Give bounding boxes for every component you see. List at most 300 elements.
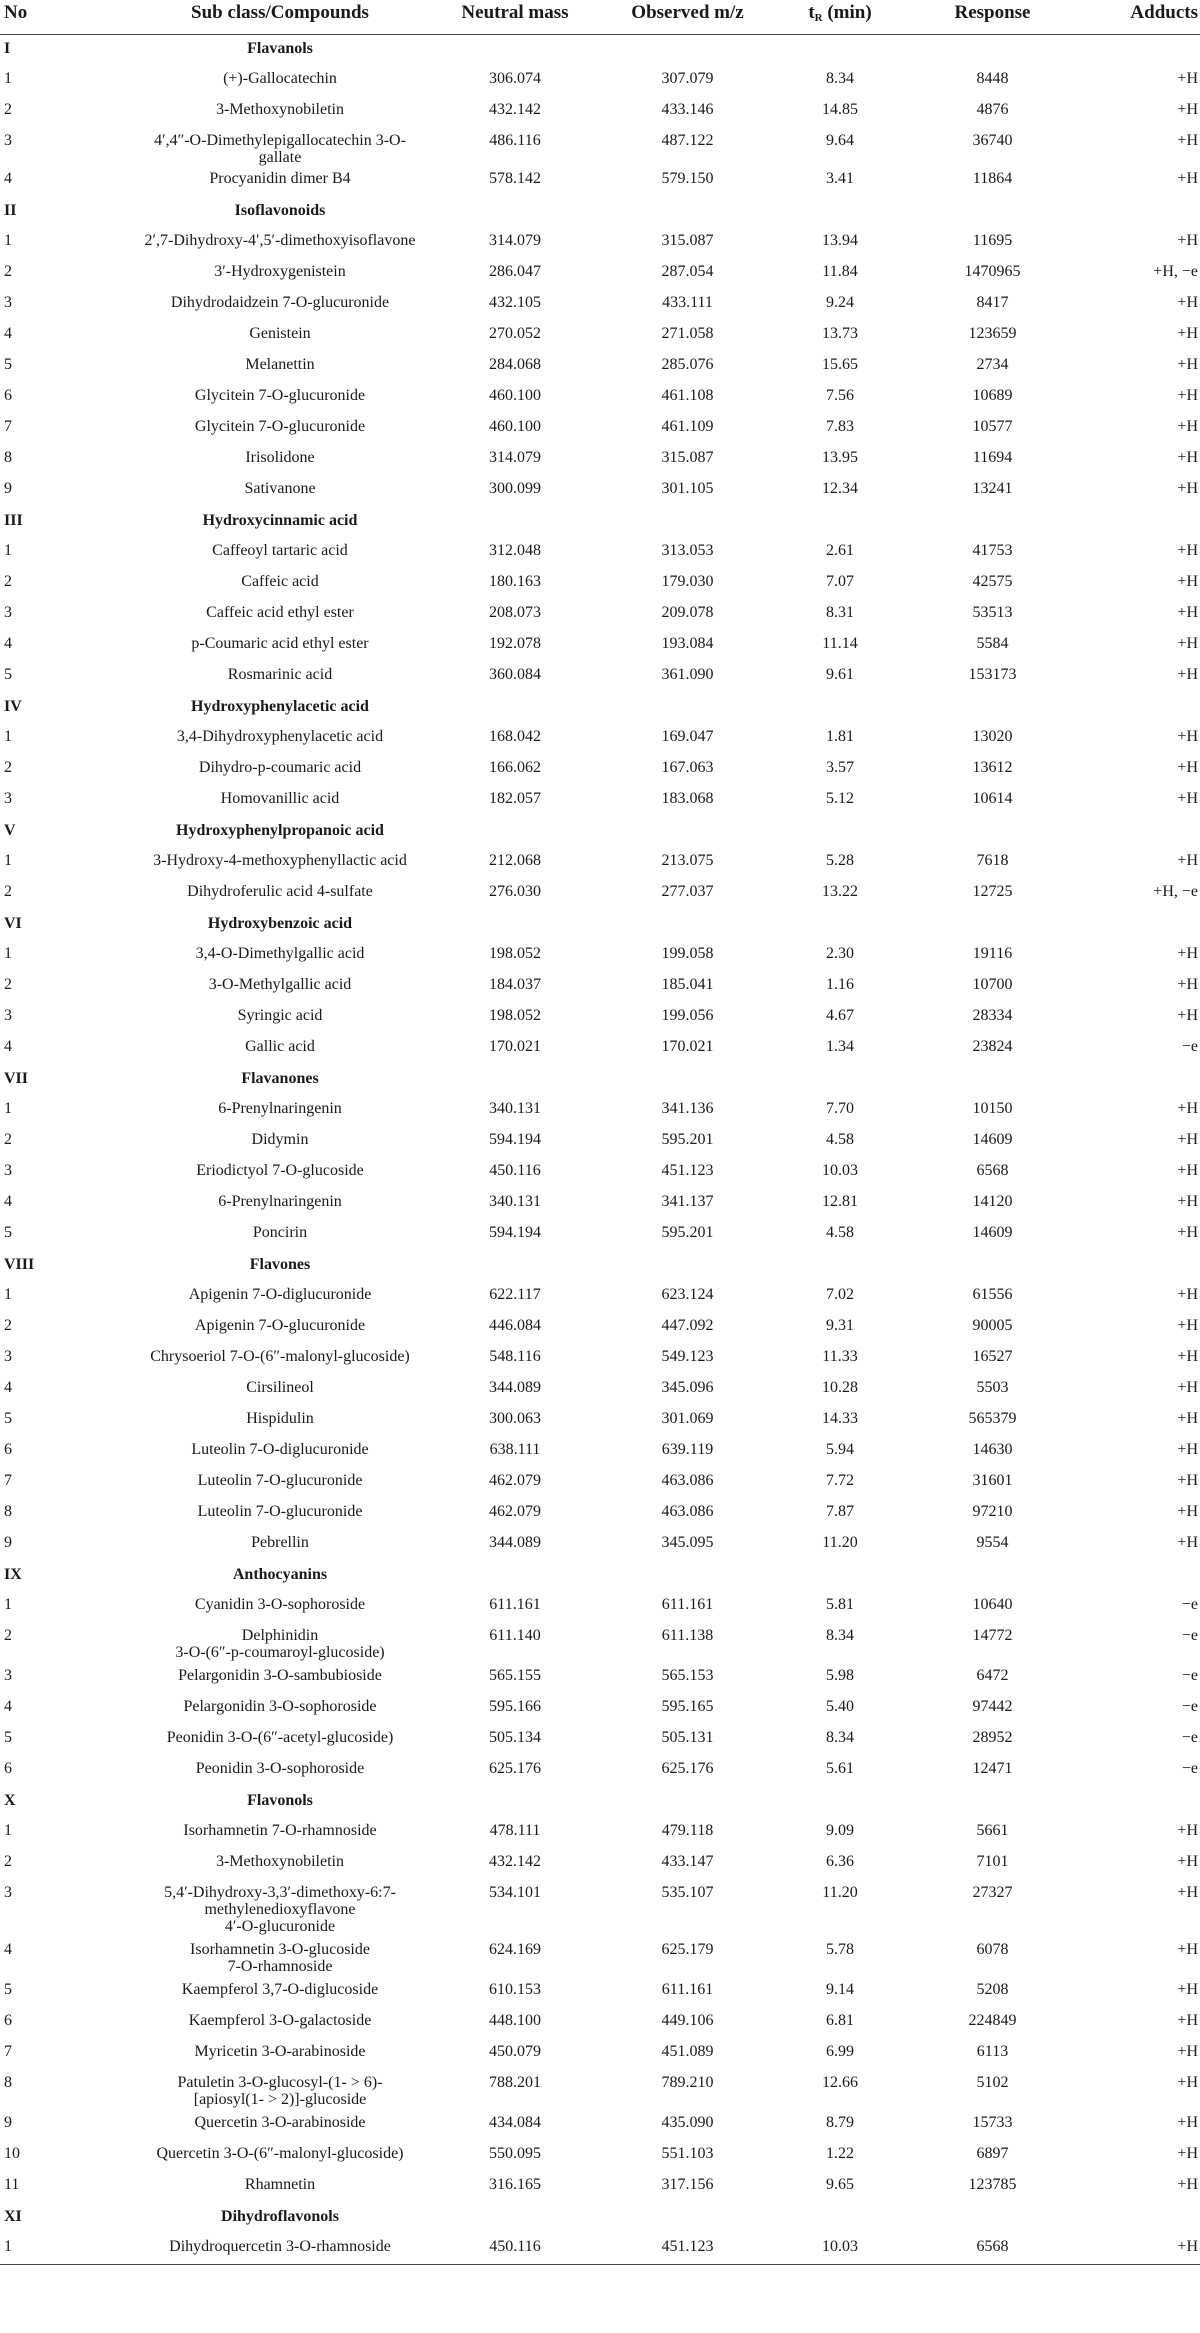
neutral-mass: 182.057: [489, 789, 541, 807]
response: 90005: [972, 1316, 1013, 1334]
table-row: [0, 600, 1200, 631]
adducts: +H: [1177, 100, 1198, 118]
retention-time: 9.64: [826, 131, 854, 149]
observed-mz: 345.096: [661, 1378, 714, 1396]
adducts: −e: [1181, 1666, 1198, 1684]
retention-time: 2.30: [826, 944, 854, 962]
row-number: 3: [4, 293, 12, 311]
neutral-mass: 212.068: [489, 851, 541, 869]
neutral-mass: 611.161: [489, 1595, 541, 1613]
row-number: 1: [4, 727, 12, 745]
retention-time: 9.14: [826, 1980, 854, 1998]
response: 11864: [972, 169, 1013, 187]
adducts: +H: [1177, 1409, 1198, 1427]
compound-name: Dihydroferulic acid 4-sulfate: [187, 882, 373, 900]
row-number: 8: [4, 1502, 12, 1520]
table-row: [0, 1220, 1200, 1251]
neutral-mass: 450.079: [489, 2042, 541, 2060]
table-row: [0, 1375, 1200, 1406]
response: 8417: [976, 293, 1009, 311]
neutral-mass: 192.078: [489, 634, 541, 652]
subclass-name: Anthocyanins: [232, 1565, 328, 1583]
table-row: [0, 569, 1200, 600]
compound-name: 3-Hydroxy-4-methoxyphenyllactic acid: [153, 851, 407, 869]
subclass-name: Flavanols: [247, 40, 313, 57]
observed-mz: 170.021: [661, 1037, 714, 1055]
row-number: 8: [4, 2073, 12, 2091]
row-number: 4: [4, 1037, 12, 1055]
retention-time: 5.12: [826, 789, 854, 807]
table-row: [0, 1725, 1200, 1756]
response: 13241: [972, 479, 1013, 497]
neutral-mass: 625.176: [489, 1759, 541, 1777]
adducts: +H: [1177, 324, 1198, 342]
subclass-numeral: VI: [4, 914, 22, 932]
neutral-mass: 166.062: [489, 758, 541, 776]
compound-name: Luteolin 7-O-glucuronide: [197, 1471, 363, 1489]
neutral-mass: 270.052: [489, 324, 541, 342]
retention-time: 13.95: [822, 448, 858, 466]
response: 61556: [972, 1285, 1013, 1303]
row-number: 3: [4, 1161, 12, 1179]
response: 28952: [972, 1728, 1013, 1746]
subclass-numeral: V: [4, 821, 16, 839]
response: 5661: [976, 1821, 1009, 1839]
table-row: [0, 1592, 1200, 1623]
row-number: 1: [4, 851, 12, 869]
response: 11695: [972, 231, 1013, 249]
observed-mz: 213.075: [661, 851, 714, 869]
retention-time: 7.56: [826, 386, 854, 404]
row-number: 3: [4, 131, 12, 149]
compound-name: 6-Prenylnaringenin: [218, 1099, 342, 1117]
compound-name: Genistein: [249, 324, 311, 342]
adducts: +H: [1177, 231, 1198, 249]
observed-mz: 183.068: [661, 789, 714, 807]
header-row: [0, 0, 1200, 35]
subclass-spacer: [430, 197, 1200, 228]
subclass-row: [0, 1065, 1200, 1096]
retention-time: 7.70: [826, 1099, 854, 1117]
table-row: [0, 1663, 1200, 1694]
table-row: [0, 724, 1200, 755]
row-number: 4: [4, 1697, 12, 1715]
adducts: +H: [1177, 417, 1198, 435]
retention-time: 8.34: [826, 1626, 854, 1644]
compound-name: Peonidin 3-O-(6″-acetyl-glucoside): [166, 1728, 394, 1746]
row-number: 7: [4, 417, 12, 435]
neutral-mass: 180.163: [489, 572, 541, 590]
observed-mz: 285.076: [661, 355, 714, 373]
row-number: 1: [4, 231, 12, 249]
compound-name: Eriodictyol 7-O-glucoside: [196, 1161, 364, 1179]
compound-name: Chrysoeriol 7-O-(6″-malonyl-glucoside): [150, 1347, 410, 1365]
observed-mz: 169.047: [661, 727, 714, 745]
neutral-mass: 432.105: [489, 293, 541, 311]
adducts: +H: [1177, 1285, 1198, 1303]
observed-mz: 451.123: [661, 1161, 714, 1179]
table-row: [0, 1344, 1200, 1375]
adducts: +H: [1177, 69, 1198, 87]
row-number: 8: [4, 448, 12, 466]
retention-time: 10.03: [822, 1161, 858, 1179]
response: 14772: [972, 1626, 1013, 1644]
subclass-row: [0, 817, 1200, 848]
response: 19116: [972, 944, 1013, 962]
retention-time: 1.81: [826, 727, 854, 745]
observed-mz: 433.111: [662, 293, 713, 311]
retention-time: 13.94: [822, 231, 858, 249]
response: 5584: [976, 634, 1009, 652]
response: 123659: [968, 324, 1017, 342]
retention-time: 5.40: [826, 1697, 854, 1715]
response: 5102: [976, 2073, 1009, 2091]
subclass-numeral: IX: [4, 1565, 22, 1583]
response: 10577: [972, 417, 1013, 435]
compound-name: Kaempferol 3-O-galactoside: [188, 2011, 372, 2029]
response: 31601: [972, 1471, 1013, 1489]
retention-time: 6.81: [826, 2011, 854, 2029]
subclass-numeral: VII: [4, 1069, 29, 1087]
compound-name: 2′,7-Dihydroxy-4′,5′-dimethoxyisoflavone: [144, 231, 416, 249]
compound-name: Glycitein 7-O-glucuronide: [194, 417, 366, 435]
subclass-spacer: [430, 1561, 1200, 1592]
observed-mz: 551.103: [661, 2144, 714, 2162]
observed-mz: 185.041: [661, 975, 714, 993]
subclass-spacer: [430, 507, 1200, 538]
retention-time: 6.99: [826, 2042, 854, 2060]
retention-time: 10.03: [775, 2234, 905, 2265]
response: 565379: [968, 1409, 1017, 1427]
compound-name: Isorhamnetin 3-O-glucoside 7-O-rhamnoside: [190, 1940, 370, 1975]
compound-name: 3,4-O-Dimethylgallic acid: [195, 944, 365, 962]
adducts: +H: [1177, 2144, 1198, 2162]
compound-name: Isorhamnetin 7-O-rhamnoside: [183, 1821, 377, 1839]
compound-name: 6-Prenylnaringenin: [218, 1192, 342, 1210]
table-row: [0, 1158, 1200, 1189]
neutral-mass: 306.074: [489, 69, 541, 87]
adducts: +H: [1177, 479, 1198, 497]
subclass-spacer: [430, 1065, 1200, 1096]
retention-time: 7.72: [826, 1471, 854, 1489]
neutral-mass: 478.111: [489, 1821, 541, 1839]
observed-mz: 505.131: [661, 1728, 714, 1746]
retention-time: 2.61: [826, 541, 854, 559]
header-neutral-mass: Neutral mass: [430, 0, 600, 35]
table-row: [0, 128, 1200, 166]
adducts: +H: [1177, 851, 1198, 869]
table-row: [0, 1937, 1200, 1977]
table-row: [0, 1818, 1200, 1849]
adducts: +H: [1177, 1192, 1198, 1210]
row-number: 2: [4, 975, 12, 993]
adducts: +H: [1177, 1099, 1198, 1117]
adducts: +H: [1177, 541, 1198, 559]
compound-name: Cirsilineol: [246, 1378, 314, 1396]
header-response: Response: [905, 0, 1080, 35]
subclass-numeral: IV: [4, 697, 22, 715]
response: 53513: [972, 603, 1013, 621]
neutral-mass: 344.089: [489, 1533, 541, 1551]
retention-time: 7.07: [826, 572, 854, 590]
row-number: 7: [4, 2042, 12, 2060]
adducts: +H: [1177, 944, 1198, 962]
subclass-row: [0, 693, 1200, 724]
subclass-spacer: [430, 35, 1200, 66]
compound-name: Caffeic acid: [241, 572, 319, 590]
table-row: [0, 848, 1200, 879]
retention-time: 7.87: [826, 1502, 854, 1520]
adducts: +H: [1177, 1440, 1198, 1458]
retention-time: 11.14: [822, 634, 858, 652]
retention-time: 6.36: [826, 1852, 854, 1870]
adducts: +H: [1177, 1006, 1198, 1024]
compound-name: 3-Methoxynobiletin: [216, 100, 344, 118]
row-number: 2: [4, 262, 12, 280]
observed-mz: 315.087: [661, 448, 714, 466]
row-number: 2: [4, 1852, 12, 1870]
response: 153173: [968, 665, 1017, 683]
neutral-mass: 594.194: [489, 1223, 541, 1241]
adducts: +H: [1177, 2042, 1198, 2060]
compound-name: Melanettin: [245, 355, 315, 373]
subclass-numeral: XI: [4, 2207, 22, 2225]
compound-name: Sativanone: [244, 479, 316, 497]
subclass-name: Flavones: [249, 1255, 311, 1273]
neutral-mass: 448.100: [489, 2011, 541, 2029]
neutral-mass: 595.166: [489, 1697, 541, 1715]
response: 13612: [972, 758, 1013, 776]
neutral-mass: 548.116: [489, 1347, 541, 1365]
neutral-mass: 446.084: [489, 1316, 541, 1334]
adducts: +H: [1177, 1533, 1198, 1551]
subclass-row: [0, 197, 1200, 228]
neutral-mass: 460.100: [489, 386, 541, 404]
table-row: [0, 1313, 1200, 1344]
adducts: +H: [1177, 1980, 1198, 1998]
table-row: [0, 1977, 1200, 2008]
compound-name: Apigenin 7-O-glucuronide: [194, 1316, 366, 1334]
compound-name: 3-O-Methylgallic acid: [208, 975, 352, 993]
retention-time: 11.33: [822, 1347, 858, 1365]
retention-time: 13.73: [822, 324, 858, 342]
compound-name: Syringic acid: [237, 1006, 323, 1024]
observed-mz: 301.105: [661, 479, 714, 497]
neutral-mass: 284.068: [489, 355, 541, 373]
table-row: [0, 414, 1200, 445]
response: 6472: [976, 1666, 1009, 1684]
neutral-mass: 340.131: [489, 1192, 541, 1210]
row-number: 2: [4, 572, 12, 590]
compound-name: Delphinidin 3-O-(6″-p-coumaroyl-glucoside): [175, 1626, 385, 1661]
retention-time: 7.83: [826, 417, 854, 435]
retention-time: 5.81: [826, 1595, 854, 1613]
response: 16527: [972, 1347, 1013, 1365]
adducts: +H: [1177, 1471, 1198, 1489]
retention-time: 14.33: [822, 1409, 858, 1427]
table-row: [0, 1189, 1200, 1220]
table-row: [0, 1694, 1200, 1725]
row-number: 3: [4, 789, 12, 807]
subclass-numeral: II: [4, 201, 17, 219]
response: 224849: [968, 2011, 1017, 2029]
observed-mz: 479.118: [661, 1821, 714, 1839]
compound-name: p-Coumaric acid ethyl ester: [191, 634, 369, 652]
compound-name: Irisolidone: [245, 448, 315, 466]
subclass-name: Hydroxybenzoic acid: [207, 914, 353, 932]
observed-mz: 193.084: [661, 634, 714, 652]
row-number: 3: [4, 1666, 12, 1684]
retention-time: 5.28: [826, 851, 854, 869]
response: 28334: [972, 1006, 1013, 1024]
neutral-mass: 611.140: [489, 1626, 541, 1644]
neutral-mass: 300.099: [489, 479, 541, 497]
adducts: +H: [1080, 2234, 1200, 2265]
row-number: 1: [4, 1285, 12, 1303]
adducts: −e: [1181, 1759, 1198, 1777]
adducts: +H: [1177, 1821, 1198, 1839]
neutral-mass: 316.165: [489, 2175, 541, 2193]
neutral-mass: 788.201: [489, 2073, 541, 2091]
subclass-spacer: [430, 693, 1200, 724]
row-number: 1: [4, 1821, 12, 1839]
neutral-mass: 170.021: [489, 1037, 541, 1055]
row-number: 3: [4, 1347, 12, 1365]
subclass-name: Hydroxycinnamic acid: [202, 511, 358, 529]
neutral-mass: 505.134: [489, 1728, 541, 1746]
row-number: 9: [4, 2113, 12, 2131]
observed-mz: 611.161: [661, 1980, 714, 1998]
row-number: 1: [4, 69, 12, 87]
neutral-mass: 578.142: [489, 169, 541, 187]
response: 14120: [972, 1192, 1013, 1210]
response: 6078: [976, 1940, 1009, 1958]
neutral-mass: 486.116: [489, 131, 541, 149]
table-row: [0, 1880, 1200, 1937]
neutral-mass: 434.084: [489, 2113, 541, 2131]
adducts: +H: [1177, 1378, 1198, 1396]
compound-name: 5,4′-Dihydroxy-3,3′-dimethoxy-6:7- methylenedioxyflavone 4′-O-glucuronide: [164, 1883, 396, 1935]
adducts: +H: [1177, 2175, 1198, 2193]
retention-time: 4.58: [826, 1130, 854, 1148]
table-row: [0, 631, 1200, 662]
response: 10150: [972, 1099, 1013, 1117]
neutral-mass: 594.194: [489, 1130, 541, 1148]
observed-mz: 301.069: [661, 1409, 714, 1427]
observed-mz: 565.153: [661, 1666, 714, 1684]
row-number: 10: [4, 2144, 20, 2162]
observed-mz: 623.124: [661, 1285, 714, 1303]
neutral-mass: 534.101: [489, 1883, 541, 1901]
subclass-row: [0, 1561, 1200, 1592]
table-row: [0, 228, 1200, 259]
neutral-mass: 450.116: [430, 2234, 600, 2265]
retention-time: 1.22: [826, 2144, 854, 2162]
header-retention-time: [775, 0, 905, 35]
observed-mz: 549.123: [661, 1347, 714, 1365]
header-tr-sub: R: [814, 12, 823, 24]
compound-name: 3,4-Dihydroxyphenylacetic acid: [176, 727, 384, 745]
row-number: 6: [4, 1759, 12, 1777]
retention-time: 12.34: [822, 479, 858, 497]
adducts: +H: [1177, 1347, 1198, 1365]
row-number: 4: [4, 169, 12, 187]
response: 7618: [976, 851, 1009, 869]
response: 14609: [972, 1223, 1013, 1241]
row-number: 5: [4, 1223, 12, 1241]
table-row: [0, 166, 1200, 197]
row-number: 4: [4, 1192, 12, 1210]
adducts: +H: [1177, 758, 1198, 776]
observed-mz: 341.136: [661, 1099, 714, 1117]
subclass-name: Isoflavonoids: [234, 201, 326, 219]
table-row: [0, 1468, 1200, 1499]
adducts: +H: [1177, 1130, 1198, 1148]
neutral-mass: 300.063: [489, 1409, 541, 1427]
observed-mz: 361.090: [661, 665, 714, 683]
table-row: [0, 1096, 1200, 1127]
retention-time: 8.34: [826, 69, 854, 87]
response: 1470965: [964, 262, 1021, 280]
observed-mz: 167.063: [661, 758, 714, 776]
retention-time: 5.98: [826, 1666, 854, 1684]
row-number: 6: [4, 1440, 12, 1458]
observed-mz: 449.106: [661, 2011, 714, 2029]
observed-mz: 625.176: [661, 1759, 714, 1777]
adducts: −e: [1181, 1697, 1198, 1715]
table-body: [0, 35, 1200, 2265]
response: 14630: [972, 1440, 1013, 1458]
subclass-row: [0, 1787, 1200, 1818]
header-tr-unit: (min): [822, 2, 872, 23]
subclass-row: [0, 35, 1200, 66]
header-adducts: Adducts: [1080, 0, 1200, 35]
row-number: 5: [4, 665, 12, 683]
table-row: [0, 1849, 1200, 1880]
neutral-mass: 432.142: [489, 100, 541, 118]
response: 42575: [972, 572, 1013, 590]
neutral-mass: 462.079: [489, 1502, 541, 1520]
response: 97210: [972, 1502, 1013, 1520]
retention-time: 5.78: [826, 1940, 854, 1958]
neutral-mass: 276.030: [489, 882, 541, 900]
observed-mz: 447.092: [661, 1316, 714, 1334]
adducts: +H, −e: [1153, 882, 1198, 900]
retention-time: 4.67: [826, 1006, 854, 1024]
compound-name: Patuletin 3-O-glucosyl-(1- > 6)- [apiosyl(1- > 2)]-glucoside: [177, 2073, 383, 2108]
retention-time: 9.24: [826, 293, 854, 311]
subclass-name: Hydroxyphenylpropanoic acid: [176, 821, 384, 839]
retention-time: 7.02: [826, 1285, 854, 1303]
neutral-mass: 610.153: [489, 1980, 541, 1998]
adducts: +H: [1177, 1940, 1198, 1958]
compound-name: Rhamnetin: [244, 2175, 316, 2193]
compound-name: Hispidulin: [246, 1409, 314, 1427]
neutral-mass: 360.084: [489, 665, 541, 683]
subclass-spacer: [430, 2203, 1200, 2234]
retention-time: 9.65: [826, 2175, 854, 2193]
observed-mz: 461.109: [661, 417, 714, 435]
retention-time: 8.34: [826, 1728, 854, 1746]
observed-mz: 535.107: [661, 1883, 714, 1901]
adducts: +H: [1177, 1883, 1198, 1901]
compound-name: 3′-Hydroxygenistein: [214, 262, 346, 280]
response: 2734: [976, 355, 1009, 373]
compound-name: Myricetin 3-O-arabinoside: [194, 2042, 366, 2060]
response: 10700: [972, 975, 1013, 993]
retention-time: 3.41: [826, 169, 854, 187]
row-number: 3: [4, 603, 12, 621]
